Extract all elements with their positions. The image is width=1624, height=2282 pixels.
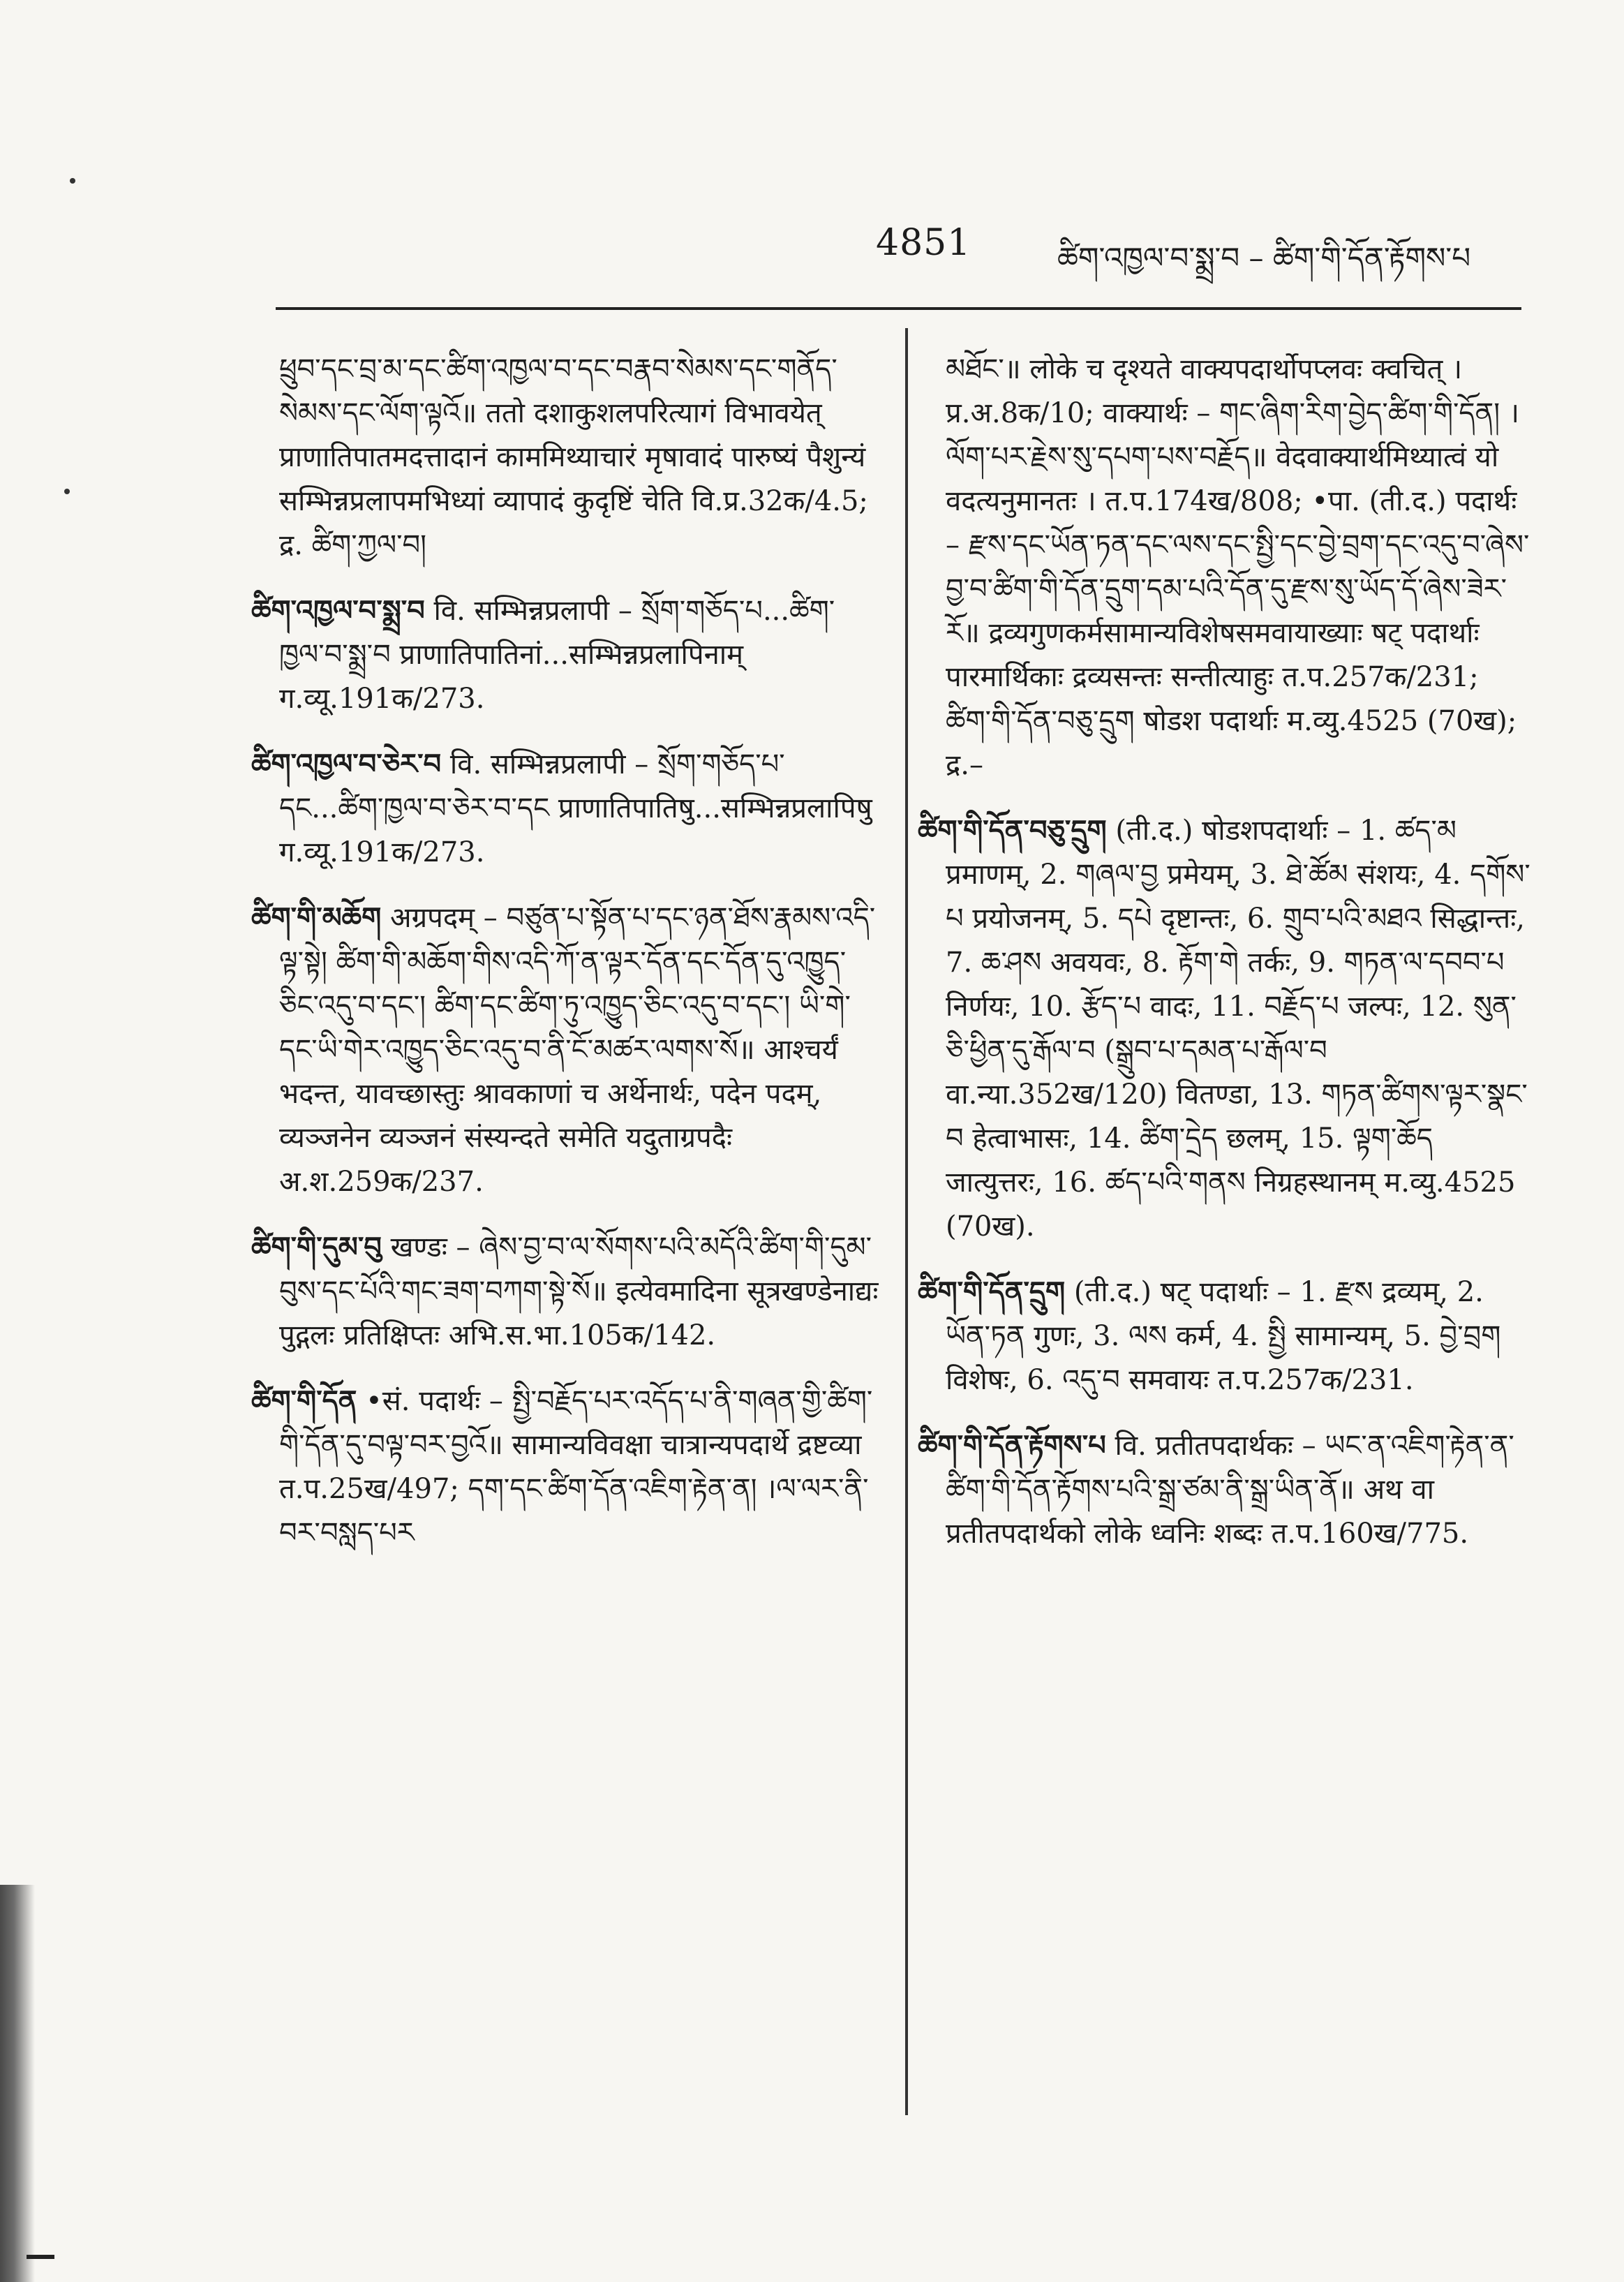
headword: ཚིག་འཁྱལ་བ་ཅེར་བ [251,748,442,780]
entry-text: མཐོང་॥ लोके च दृश्यते वाक्यपदार्थोपप्लवः क्वचित् । प्र.अ.8क/10; वाक्यार्थः – གང་ཞིག་རིག་བྱེད་ཚིག་གི་དོན། ।ལོག་པར་རྗེས་སུ་དཔག་པས་བརྗོད॥ वेदवाक्यार्थमिथ्यात्वं यो वदत्यनुमानतः । त.प.174ख/808; •पा. (ती.द.) पदार्थः – རྫས་དང་ཡོན་ཏན་དང་ལས་དང་སྤྱི་དང་བྱེ་བྲག་དང་འདུ་བ་ཞེས་བྱ་བ་ཚིག་གི་དོན་དྲུག་དམ་པའི་དོན་དུ་རྫས་སུ་ཡོད་དོ་ཞེས་ཟེར་རོ॥ द्रव्यगुणकर्मसामान्यविशेषसमवायाख्याः षट् पदार्थाः पारमार्थिकाः द्रव्यसन्तः सन्तीत्याहुः त.प.257क/231; ཚིག་གི་དོན་བཅུ་དྲུག षोडश पदार्थाः म.व्यु.4525 (70ख); द्र.– [946,353,1530,781]
headword: ཚིག་གི་དོན [251,1384,357,1417]
left-column [251,348,879,1576]
entry-text: (ती.द.) षट् पदार्थाः – 1. རྫས द्रव्यम्, 2. ཡོན་ཏན गुणः, 3. ལས कर्म, 4. སྤྱི सामान्यम्, 5. བྱེ་བྲག विशेषः, 6. འདུ་བ समवायः त.प.257क/231. [946,1276,1501,1396]
entry-text: •सं. पदार्थः – སྤྱི་བརྗོད་པར་འདོད་པ་ནི་གཞན་གྱི་ཚིག་གི་དོན་དུ་བལྟ་བར་བྱའོ॥ सामान्यविवक्षा चात्रान्यपदार्थे द्रष्टव्या त.प.25ख/497; དག་དང་ཚིག་དོན་འཇིག་རྟེན་ན། ।ལ་ལར་ནི་བར་བསླད་པར [279,1385,873,1549]
right-column [918,348,1532,1577]
headword: ཚིག་གི་དོན་དྲུག [918,1275,1066,1308]
dictionary-entry [251,588,879,721]
scan-speck [64,489,70,494]
dictionary-entry [251,896,879,1204]
headword: ཚིག་གི་མཆོག [251,901,382,934]
entry-text: वि. सम्भिन्नप्रलापी – སྲོག་གཅོད་པ...ཚིག་ཁྱལ་བ་སྨྲ་བ प्राणातिपातिनां...सम्भिन्नप्रलापिनाम् ग.व्यू.191क/273. [279,595,835,715]
entry-continuation [918,348,1532,787]
entry-continuation [251,348,879,568]
scan-edge-line [27,2255,54,2259]
column-divider [905,328,908,2115]
entry-text: (ती.द.) षोडशपदार्थाः – 1. ཚད་མ प्रमाणम्, 2. གཞལ་བྱ प्रमेयम्, 3. ཐེ་ཚོམ संशयः, 4. དགོས་པ प्रयोजनम्, 5. དཔེ दृष्टान्तः, 6. གྲུབ་པའི་མཐའ सिद्धान्तः, 7. ཆ་ཤས अवयवः, 8. རྟོག་གེ तर्कः, 9. གཏན་ལ་དབབ་པ निर्णयः, 10. རྩོད་པ वादः, 11. བརྗོད་པ जल्पः, 12. སུན་ཅི་ཕྱིན་དུ་རྒོལ་བ (སྒྲུབ་པ་དམན་པ་རྒོལ་བ वा.न्या.352ख/120) वितण्डा, 13. གཏན་ཚིགས་ལྟར་སྣང་བ हेत्वाभासः, 14. ཚིག་དྲེད छलम्, 15. ལྟག་ཆོད जात्युत्तरः, 16. ཚད་པའི་གནས निग्रहस्थानम् म.व्यु.4525 (70ख). [946,815,1530,1243]
dictionary-entry [918,1423,1532,1556]
entry-text: वि. प्रतीतपदार्थकः – ཡང་ན་འཇིག་རྟེན་ན་ཚིག་གི་དོན་རྟོགས་པའི་སྒྲ་ཙམ་ནི་སྒྲ་ཡིན་ནོ॥ अथ वा प्रतीतपदार्थको लोके ध्वनिः शब्दः त.प.160ख/775. [946,1430,1514,1550]
entry-text: अग्रपदम् – བཙུན་པ་སྟོན་པ་དང་ཉན་ཐོས་རྣམས་འདི་ལྟ་སྟེ། ཚིག་གི་མཆོག་གིས་འདི་ཀོ་ན་ལྟར་དོན་དང་དོན་དུ་འཁྱུད་ཅིང་འདུ་བ་དང་། ཚིག་དང་ཚིག་ཏུ་འཁྱུད་ཅིང་འདུ་བ་དང་། ཡི་གེ་དང་ཡི་གེར་འཁྱུད་ཅིང་འདུ་བ་ནི་ངོ་མཚར་ལགས་སོ॥ आश्चर्यं भदन्त, यावच्छास्तुः श्रावकाणां च अर्थेनार्थः, पदेन पदम्, व्यञ्जनेन व्यञ्जनं संस्यन्दते समेति यदुताग्रपदैः अ.श.259क/237. [279,902,876,1198]
entry-text: वि. सम्भिन्नप्रलापी – སྲོག་གཅོད་པ་དང...ཚིག་ཁྱལ་བ་ཅེར་བ་དང प्राणातिपातिषु...सम्भिन्नप्रलापिषु ग.व्यू.191क/273. [279,748,872,868]
headword: ཚིག་འཁྱལ་བ་སྨྲ་བ [251,594,425,627]
headword: ཚིག་གི་དོན་བཅུ་དྲུག [918,814,1107,847]
headword: ཚིག་གི་དུམ་བུ [251,1231,382,1264]
headword: ཚིག་གི་དོན་རྟོགས་པ [918,1429,1106,1462]
dictionary-entry [251,742,879,875]
dictionary-entry [918,808,1532,1249]
running-head: ཚིག་འཁྱལ་བ་སྨྲ་བ – ཚིག་གི་དོན་རྟོགས་པ [1057,241,1471,275]
dictionary-entry [918,1270,1532,1402]
entry-text: ཕྲུབ་དང་བྲ་མ་དང་ཚིག་འཁྱལ་བ་དང་བརྣབ་སེམས་དང་གནོད་སེམས་དང་ལོག་ལྟའོ॥ ततो दशाकुशलपरित्यागं विभावयेत् प्राणातिपातमदत्तादानं काममिथ्याचारं मृषावादं पारुष्यं पैशुन्यं सम्भिन्नप्रलापमभिध्यां व्यापादं कुदृष्टिं चेति वि.प्र.32क/4.5; द्र. ཚིག་ཀྱལ་བ། [279,353,868,561]
scan-speck [70,178,75,184]
page-number: 4851 [876,222,971,264]
dictionary-entry [251,1225,879,1358]
top-rule [276,307,1521,310]
entry-text: खण्डः – ཞེས་བྱ་བ་ལ་སོགས་པའི་མདོའི་ཚིག་གི་དུམ་བུས་དང་པོའི་གང་ཟག་བཀག་སྟེ་སོ॥ इत्येवमादिना सूत्रखण्डेनाद्यः पुद्गलः प्रतिक्षिप्तः अभि.स.भा.105क/142. [279,1231,879,1351]
dictionary-entry [251,1379,879,1555]
scan-edge-shadow [0,1885,35,2282]
